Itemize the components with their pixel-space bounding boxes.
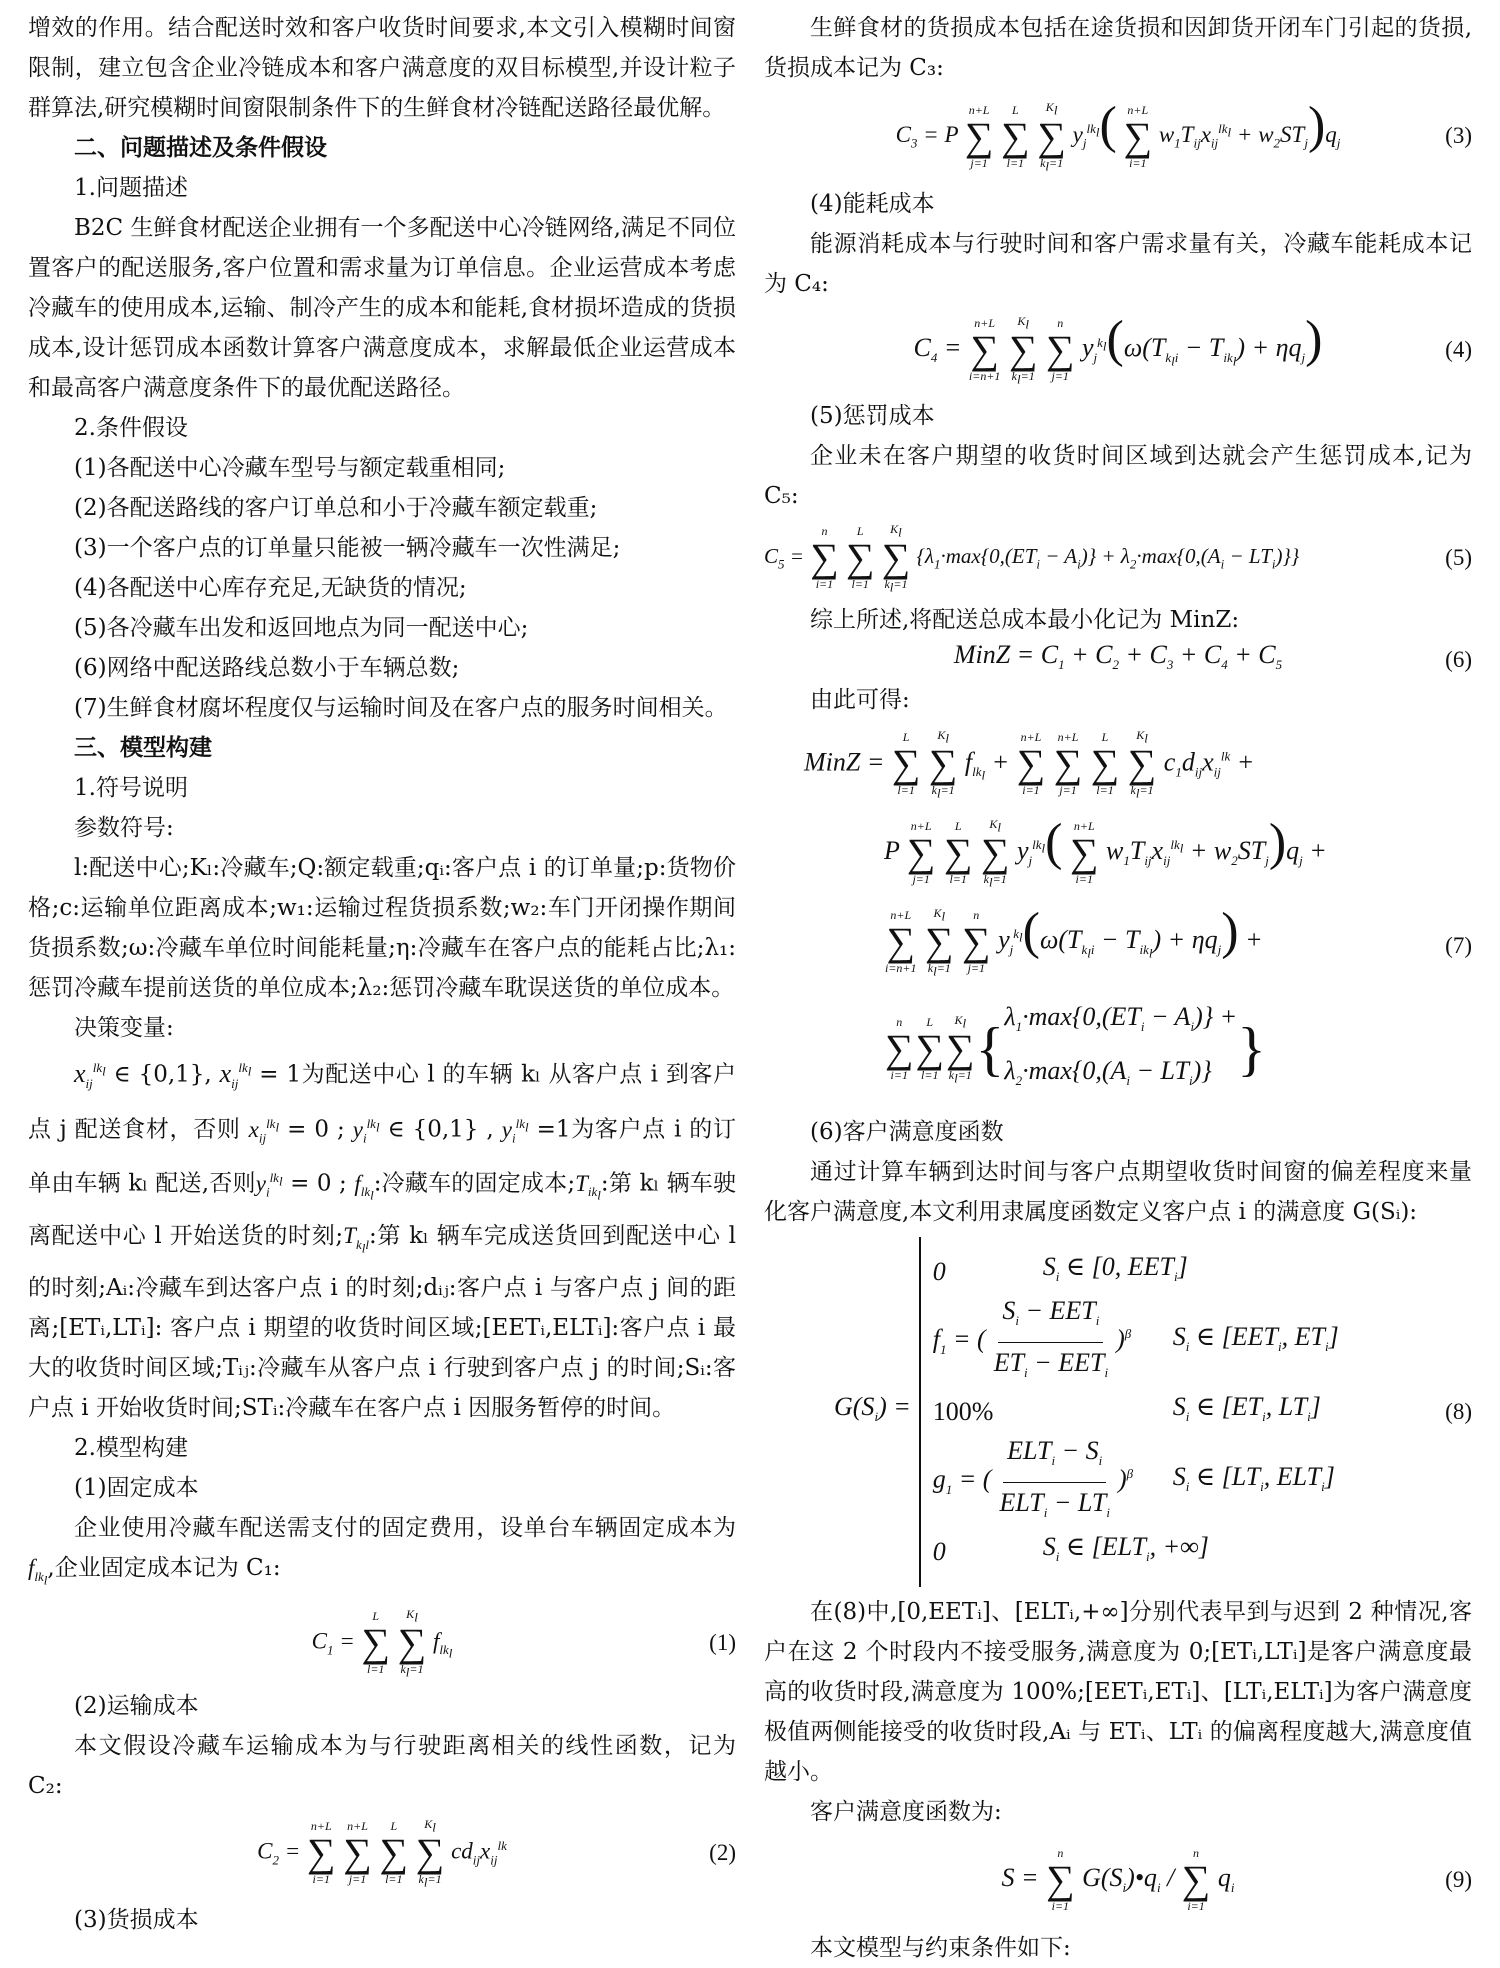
equation-3: $C_3 = P$ n+L ∑ j=1 L ∑ l=1 $K_l$ ∑ $k_l=1$ $y_j^{lk_l}$( n+L ∑ i=1 $w_1T_{ij}x_{ij}^{lk_l} + w_2ST_j)q_j$ (3) — [895, 96, 1472, 174]
decision-variables-paragraph: $x_{ij}^{lk_l}$ ∈ {0,1}, $x_{ij}^{lk_l} = 1$为配送中心 l 的车辆 kₗ 从客户点 i 到客户点 j 配送食材，否则 $x_{ij}^{lk_l} = 0$ ; $y_i^{lk_l}$ ∈ {0,1} , $y_i^{lk_l} =1$为客户点 i 的订单由车辆 kₗ 配送,否则$y_i^{lk_l} = 0$ ; $f_{lk_l}$:冷藏车的固定成本$;T_{ik_l}$:第 kₗ 辆车驶离配送中心 l 开始送货的时刻$;T_{k_ll}$:第 kₗ 辆车完成送货回到配送中心 l 的时刻;Aᵢ:冷藏车到达客户点 i 的时刻;dᵢⱼ:客户点 i 与客户点 j 间的距离;[ETᵢ,LTᵢ]: 客户点 i 期望的收货时间区域;[EETᵢ,ELTᵢ]:客户点 i 最大的收货时间区域;Tᵢⱼ:冷藏车从客户点 i 行驶到客户点 j 的时间;Sᵢ:客户点 i 开始收货时间;STᵢ:冷藏车在客户点 i 因服务暂停的时间。 — [28, 1058, 737, 1422]
equation-number: (9) — [1445, 1867, 1472, 1892]
subheading-satisfaction: (6)客户满意度函数 — [810, 1119, 1004, 1145]
subheading-symbols: 1.符号说明 — [74, 775, 188, 801]
decision-text-3: :冷藏车的固定成本; — [373, 1170, 576, 1197]
equation-number: (4) — [1445, 337, 1472, 362]
equation-number: (7) — [1445, 933, 1472, 958]
decision-text-4: :第 kₗ 辆车驶离配送中心 l 开始送货的时刻; — [28, 1170, 737, 1249]
assumption-item: (4)各配送中心库存充足,无缺货的情况; — [74, 575, 467, 601]
subheading-decision-variables: 决策变量: — [74, 1015, 174, 1041]
section-heading-problem: 二、问题描述及条件假设 — [74, 134, 327, 161]
damage-cost-paragraph: 生鲜食材的货损成本包括在途货损和因卸货开闭车门引起的货损,货损成本记为 C₃: — [764, 15, 1472, 81]
fixed-cost-text-2: ,企业固定成本记为 C₁: — [47, 1555, 281, 1582]
transport-cost-paragraph: 本文假设冷藏车运输成本为与行驶距离相关的线性函数，记为 C₂: — [28, 1733, 736, 1800]
equation-number: (8) — [1445, 1399, 1472, 1424]
equation-number: (6) — [1445, 647, 1472, 672]
equation-4: $C_4$ = n+L ∑ i=n+1 $K_l$ ∑ $k_l=1$ n ∑ j=1 $y_j^{k_l}(\omega(T_{k_li} - T_{ik_l}) + \eta q_j)$ (4) — [913, 311, 1472, 387]
equation-number: (5) — [1445, 545, 1472, 570]
equation-number: (2) — [709, 1840, 736, 1866]
subheading-assumptions: 2.条件假设 — [74, 415, 188, 441]
explanation-paragraph: 在(8)中,[0,EETᵢ]、[ELTᵢ,+∞]分别代表早到与迟到 2 种情况,客户在这 2 个时段内不接受服务,满意度为 0;[ETᵢ,LTᵢ]是客户满意度最高的收货时段,满意度为 100%;[EETᵢ,ETᵢ]、[LTᵢ,ELTᵢ]为客户满意度极值两侧能接受的收货时段,Aᵢ 与 ETᵢ、LTᵢ 的偏离程度越大,满意度值越小。 — [764, 1599, 1472, 1785]
satisfaction-function-label: 客户满意度函数为: — [810, 1799, 1002, 1825]
penalty-cost-paragraph: 企业未在客户期望的收货时间区域到达就会产生惩罚成本,记为 C₅: — [764, 443, 1472, 509]
equation-9: S = n ∑ i=1 $G(S_i)•q_i$ / n ∑ i=1 $q_i$ (9) — [1001, 1846, 1472, 1913]
satisfaction-paragraph: 通过计算车辆到达时间与客户点期望收货时间窗的偏差程度来量化客户满意度,本文利用隶属度函数定义客户点 i 的满意度 G(Sᵢ): — [764, 1159, 1472, 1225]
equation-number: (1) — [709, 1630, 736, 1656]
equation-8: $G(S_i)$ = 0 $S_i$ ∈ [0, $EET_i$] $f_1$ = ( $\frac{S_i - EET_i}{ET_i - EET_i}$ )$^\beta$ $S_i$ ∈ [$EET_i$, $ET_i$] 100% $S_i$ ∈ [$ET_i$, $LT_i$] $g_1$ = ( $\frac{ELT_i - S_i}{ELT_i - LT_i}$ )$^\beta$ $S_i$ ∈ [$LT_i$, $ELT_i$] 0 $S_i$ ∈ [$ELT_i$, +∞] (8) — [764, 1232, 1472, 1592]
assumption-item: (2)各配送路线的客户订单总和小于冷藏车额定载重; — [74, 495, 598, 521]
assumption-item: (6)网络中配送路线总数小于车辆总数; — [74, 655, 460, 681]
energy-cost-paragraph: 能源消耗成本与行驶时间和客户需求量有关，冷藏车能耗成本记为 C₄: — [764, 231, 1472, 297]
total-cost-paragraph: 综上所述,将配送总成本最小化记为 MinZ: — [810, 607, 1240, 633]
parameters-paragraph: l:配送中心;Kₗ:冷藏车;Q:额定载重;qᵢ:客户点 i 的订单量;p:货物价格;c:运输单位距离成本;w₁:运输过程货损系数;w₂:车门开闭操作期间货损系数;ω:冷藏车单位时间能耗量;η:冷藏车在客户点的能耗占比;λ₁:惩罚冷藏车提前送货的单位成本;λ₂:惩罚冷藏车耽误送货的单位成本。 — [28, 855, 736, 1001]
fixed-cost-text: 企业使用冷藏车配送需支付的固定费用，设单台车辆固定成本为 — [74, 1515, 736, 1542]
subheading-parameters: 参数符号: — [74, 815, 174, 841]
subheading-energy-cost: (4)能耗成本 — [810, 191, 935, 217]
equation-2: $C_2$ = n+L ∑ i=1 n+L ∑ j=1 L ∑ l=1 $K_l$ ∑ $k_l=1$ $cd_{ij}x_{ij}^{lk}$ (2) — [257, 1816, 736, 1890]
assumption-item: (3)一个客户点的订单量只能被一辆冷藏车一次性满足; — [74, 535, 621, 561]
right-column — [764, 8, 1472, 1968]
decision-text-2: 为客户点 i 的订单由车辆 kₗ 配送,否则 — [28, 1116, 736, 1197]
section-heading-model: 三、模型构建 — [74, 734, 212, 761]
equation-6: MinZ = $C_1 + C_2 + C_3 + C_4 + C_5$ (6) — [764, 640, 1472, 680]
equation-7: MinZ = L ∑ l=1 $K_l$ ∑ $k_l=1$ $f_{lk_l}$ + n+L ∑ i=1 n+L ∑ j=1 L ∑ l=1 $K_l$ ∑ $k_l=1$ $c_1d_{ij}x_{ij}^{lk}$ + P n+L ∑ j=1 L ∑ l=1 $K_l$ ∑ $k_l=1$ $y_j^{lk_l}$( n+L ∑ i=1 $w_1T_{ij}x_{ij}^{lk_l} + w_2ST_j)q_j$ + n+L ∑ i=n+1 $K_l$ ∑ $k_l=1$ n ∑ j=1 $y_j^{k_l}(\omega(T_{k_li} - T_{ik_l}) + \eta q_j)$ + n ∑ i=1 L ∑ l=1 $K_l$ ∑ $k_l=1$ { $\lambda_1\cdot\max\{0,(ET_i - A_i)\}$ + $\lambda_2\cdot\max\{0,(A_i - LT_i)\}$ } (7) — [804, 727, 1472, 1089]
equation-number: (3) — [1445, 123, 1472, 148]
subheading-damage-cost: (3)货损成本 — [74, 1907, 199, 1934]
hence-paragraph: 由此可得: — [810, 687, 910, 713]
assumption-item: (1)各配送中心冷藏车型号与额定载重相同; — [74, 455, 506, 481]
fixed-cost-paragraph: 企业使用冷藏车配送需支付的固定费用，设单台车辆固定成本为$f_{lk_l}$,企业固定成本记为 C₁: — [28, 1515, 736, 1588]
equation-5: $C_5$ = n ∑ i=1 L ∑ l=1 $K_l$ ∑ $k_l=1$ $\{\lambda_1\cdot\max\{0,(ET_i - A_i)\} + \lambda_2\cdot\max\{0,(A_i - LT_i)\}\}$ (5) — [764, 521, 1472, 595]
subheading-model-build: 2.模型构建 — [74, 1435, 188, 1462]
model-constraints-paragraph: 本文模型与约束条件如下: — [810, 1935, 1071, 1961]
subheading-transport-cost: (2)运输成本 — [74, 1693, 199, 1720]
left-column — [28, 8, 736, 1940]
subheading-penalty-cost: (5)惩罚成本 — [810, 403, 935, 429]
decision-text-5: :第 kₗ 辆车完成送货回到配送中心 l 的时刻;Aᵢ:冷藏车到达客户点 i 的时刻;dᵢⱼ:客户点 i 与客户点 j 间的距离;[ETᵢ,LTᵢ]: 客户点 i 期望的收货时间区域;[EETᵢ,ELTᵢ]:客户点 i 最大的收货时间区域;Tᵢⱼ:冷藏车从客户点 i 行驶到客户点 j 的时间;Sᵢ:客户点 i 开始收货时间;STᵢ:冷藏车在客户点 i 因服务暂停的时间。 — [28, 1222, 736, 1422]
assumption-item: (5)各冷藏车出发和返回地点为同一配送中心; — [74, 615, 529, 641]
equation-1: $C_1$ = L ∑ l=1 $K_l$ ∑ $k_l=1$ $f_{lk_l}$ (1) — [311, 1606, 736, 1680]
subheading-problem: 1.问题描述 — [74, 175, 188, 201]
subheading-fixed-cost: (1)固定成本 — [74, 1475, 199, 1502]
assumption-item: (7)生鲜食材腐坏程度仅与运输时间及在客户点的服务时间相关。 — [74, 695, 728, 721]
decision-text-1: 为配送中心 l 的车辆 kₗ 从客户点 i 到客户点 j 配送食材，否则 — [28, 1061, 736, 1143]
problem-paragraph: B2C 生鲜食材配送企业拥有一个多配送中心冷链网络,满足不同位置客户的配送服务,客户位置和需求量为订单信息。企业运营成本考虑冷藏车的使用成本,运输、制冷产生的成本和能耗,食材损坏造成的货损成本,设计惩罚成本函数计算客户满意度成本，求解最低企业运营成本和最高客户满意度条件下的最优配送路径。 — [28, 215, 736, 401]
intro-paragraph: 增效的作用。结合配送时效和客户收货时间要求,本文引入模糊时间窗限制，建立包含企业冷链成本和客户满意度的双目标模型,并设计粒子群算法,研究模糊时间窗限制条件下的生鲜食材冷链配送路径最优解。 — [28, 15, 736, 121]
